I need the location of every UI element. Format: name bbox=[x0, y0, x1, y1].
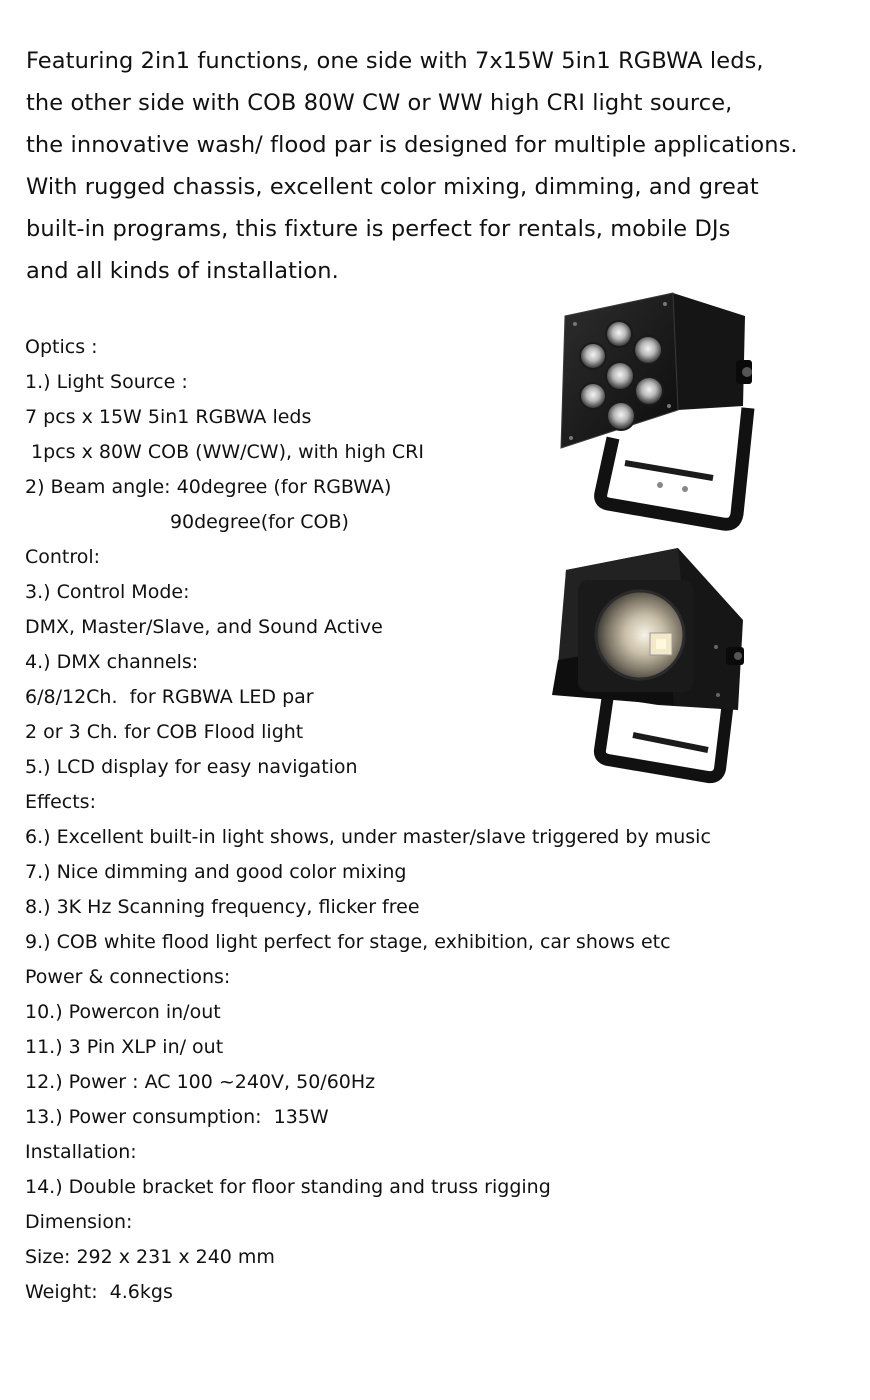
spec-item: 1.) Light Source : bbox=[25, 371, 188, 393]
spec-heading-dimension: Dimension: bbox=[25, 1211, 133, 1233]
spec-item: 12.) Power : AC 100 ~240V, 50/60Hz bbox=[25, 1071, 376, 1093]
spec-item: Weight: 4.6kgs bbox=[25, 1281, 173, 1303]
spec-item: 7 pcs x 15W 5in1 RGBWA leds bbox=[25, 406, 312, 428]
spec-item: 6.) Excellent built-in light shows, under master/slave triggered by music bbox=[25, 826, 711, 848]
spec-item: 1pcs x 80W COB (WW/CW), with high CRI bbox=[25, 441, 424, 463]
spec-item: 2) Beam angle: 40degree (for RGBWA) bbox=[25, 476, 392, 498]
spec-item: Size: 292 x 231 x 240 mm bbox=[25, 1246, 275, 1268]
spec-item: DMX, Master/Slave, and Sound Active bbox=[25, 616, 383, 638]
spec-heading-effects: Effects: bbox=[25, 791, 96, 813]
intro-line: the other side with COB 80W CW or WW high CRI light source, bbox=[26, 90, 733, 116]
intro-paragraph bbox=[26, 40, 866, 292]
intro-line: the innovative wash/ flood par is designed for multiple applications. bbox=[26, 132, 798, 158]
intro-line: Featuring 2in1 functions, one side with 7x15W 5in1 RGBWA leds, bbox=[26, 48, 764, 74]
spec-item: 3.) Control Mode: bbox=[25, 581, 190, 603]
intro-line: With rugged chassis, excellent color mixing, dimming, and great bbox=[26, 174, 759, 200]
spec-heading-control: Control: bbox=[25, 546, 101, 568]
led-par-front-photo bbox=[553, 288, 763, 534]
spec-item: 4.) DMX channels: bbox=[25, 651, 199, 673]
spec-item: 14.) Double bracket for floor standing and truss rigging bbox=[25, 1176, 551, 1198]
spec-item: 5.) LCD display for easy navigation bbox=[25, 756, 358, 778]
spec-item: 8.) 3K Hz Scanning frequency, flicker free bbox=[25, 896, 420, 918]
spec-item: 13.) Power consumption: 135W bbox=[25, 1106, 329, 1128]
spec-heading-optics: Optics : bbox=[25, 336, 98, 358]
intro-line: built-in programs, this fixture is perfect for rentals, mobile DJs bbox=[26, 216, 731, 242]
spec-item: 7.) Nice dimming and good color mixing bbox=[25, 861, 407, 883]
spec-item: 9.) COB white flood light perfect for stage, exhibition, car shows etc bbox=[25, 931, 671, 953]
spec-item: 6/8/12Ch. for RGBWA LED par bbox=[25, 686, 314, 708]
spec-item: 2 or 3 Ch. for COB Flood light bbox=[25, 721, 304, 743]
spec-item: 90degree(for COB) bbox=[25, 511, 349, 533]
spec-heading-installation: Installation: bbox=[25, 1141, 137, 1163]
cob-flood-photo bbox=[548, 545, 758, 785]
spec-item: 10.) Powercon in/out bbox=[25, 1001, 221, 1023]
spec-heading-power: Power & connections: bbox=[25, 966, 231, 988]
spec-item: 11.) 3 Pin XLP in/ out bbox=[25, 1036, 224, 1058]
intro-line: and all kinds of installation. bbox=[26, 258, 339, 284]
